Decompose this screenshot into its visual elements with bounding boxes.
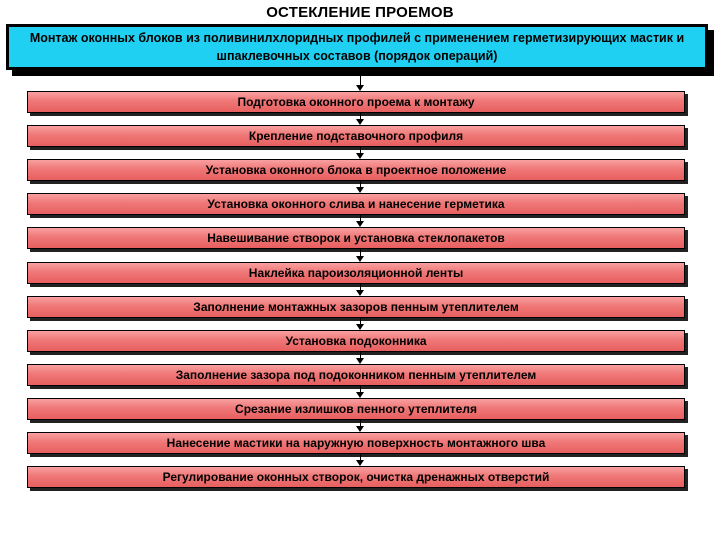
- process-step-label: Наклейка пароизоляционной ленты: [248, 266, 464, 280]
- header-text: Монтаж оконных блоков из поливинилхлоридных профилей с применением герметизирующих мастик и шпаклевочных составов (порядок операций): [29, 31, 685, 63]
- process-step: [27, 364, 685, 386]
- process-step-label: Навешивание створок и установка стеклопакетов: [207, 231, 505, 245]
- process-step-label: Установка оконного слива и нанесение герметика: [207, 197, 505, 211]
- process-step: [27, 262, 685, 284]
- process-step-label: Крепление подставочного профиля: [248, 129, 464, 143]
- process-step: [27, 432, 685, 454]
- page-title: ОСТЕКЛЕНИЕ ПРОЕМОВ: [266, 4, 454, 21]
- process-step-label: Подготовка оконного проема к монтажу: [237, 95, 475, 109]
- process-step: [27, 330, 685, 352]
- process-step-label: Срезание излишков пенного утеплителя: [235, 402, 477, 416]
- process-step: [27, 466, 685, 488]
- process-step: [27, 227, 685, 249]
- process-step-label: Регулирование оконных створок, очистка дренажных отверстий: [162, 470, 550, 484]
- process-step-label: Установка оконного блока в проектное положение: [205, 163, 507, 177]
- process-step-label: Нанесение мастики на наружную поверхность монтажного шва: [166, 436, 546, 450]
- process-step-label: Заполнение монтажных зазоров пенным утеплителем: [193, 300, 519, 314]
- process-step: [27, 91, 685, 113]
- process-step: [27, 398, 685, 420]
- process-step-label: Заполнение зазора под подоконником пенным утеплителем: [175, 368, 537, 382]
- process-step: [27, 296, 685, 318]
- process-step-label: Установка подоконника: [285, 334, 427, 348]
- process-step: [27, 193, 685, 215]
- process-step: [27, 125, 685, 147]
- process-step: [27, 159, 685, 181]
